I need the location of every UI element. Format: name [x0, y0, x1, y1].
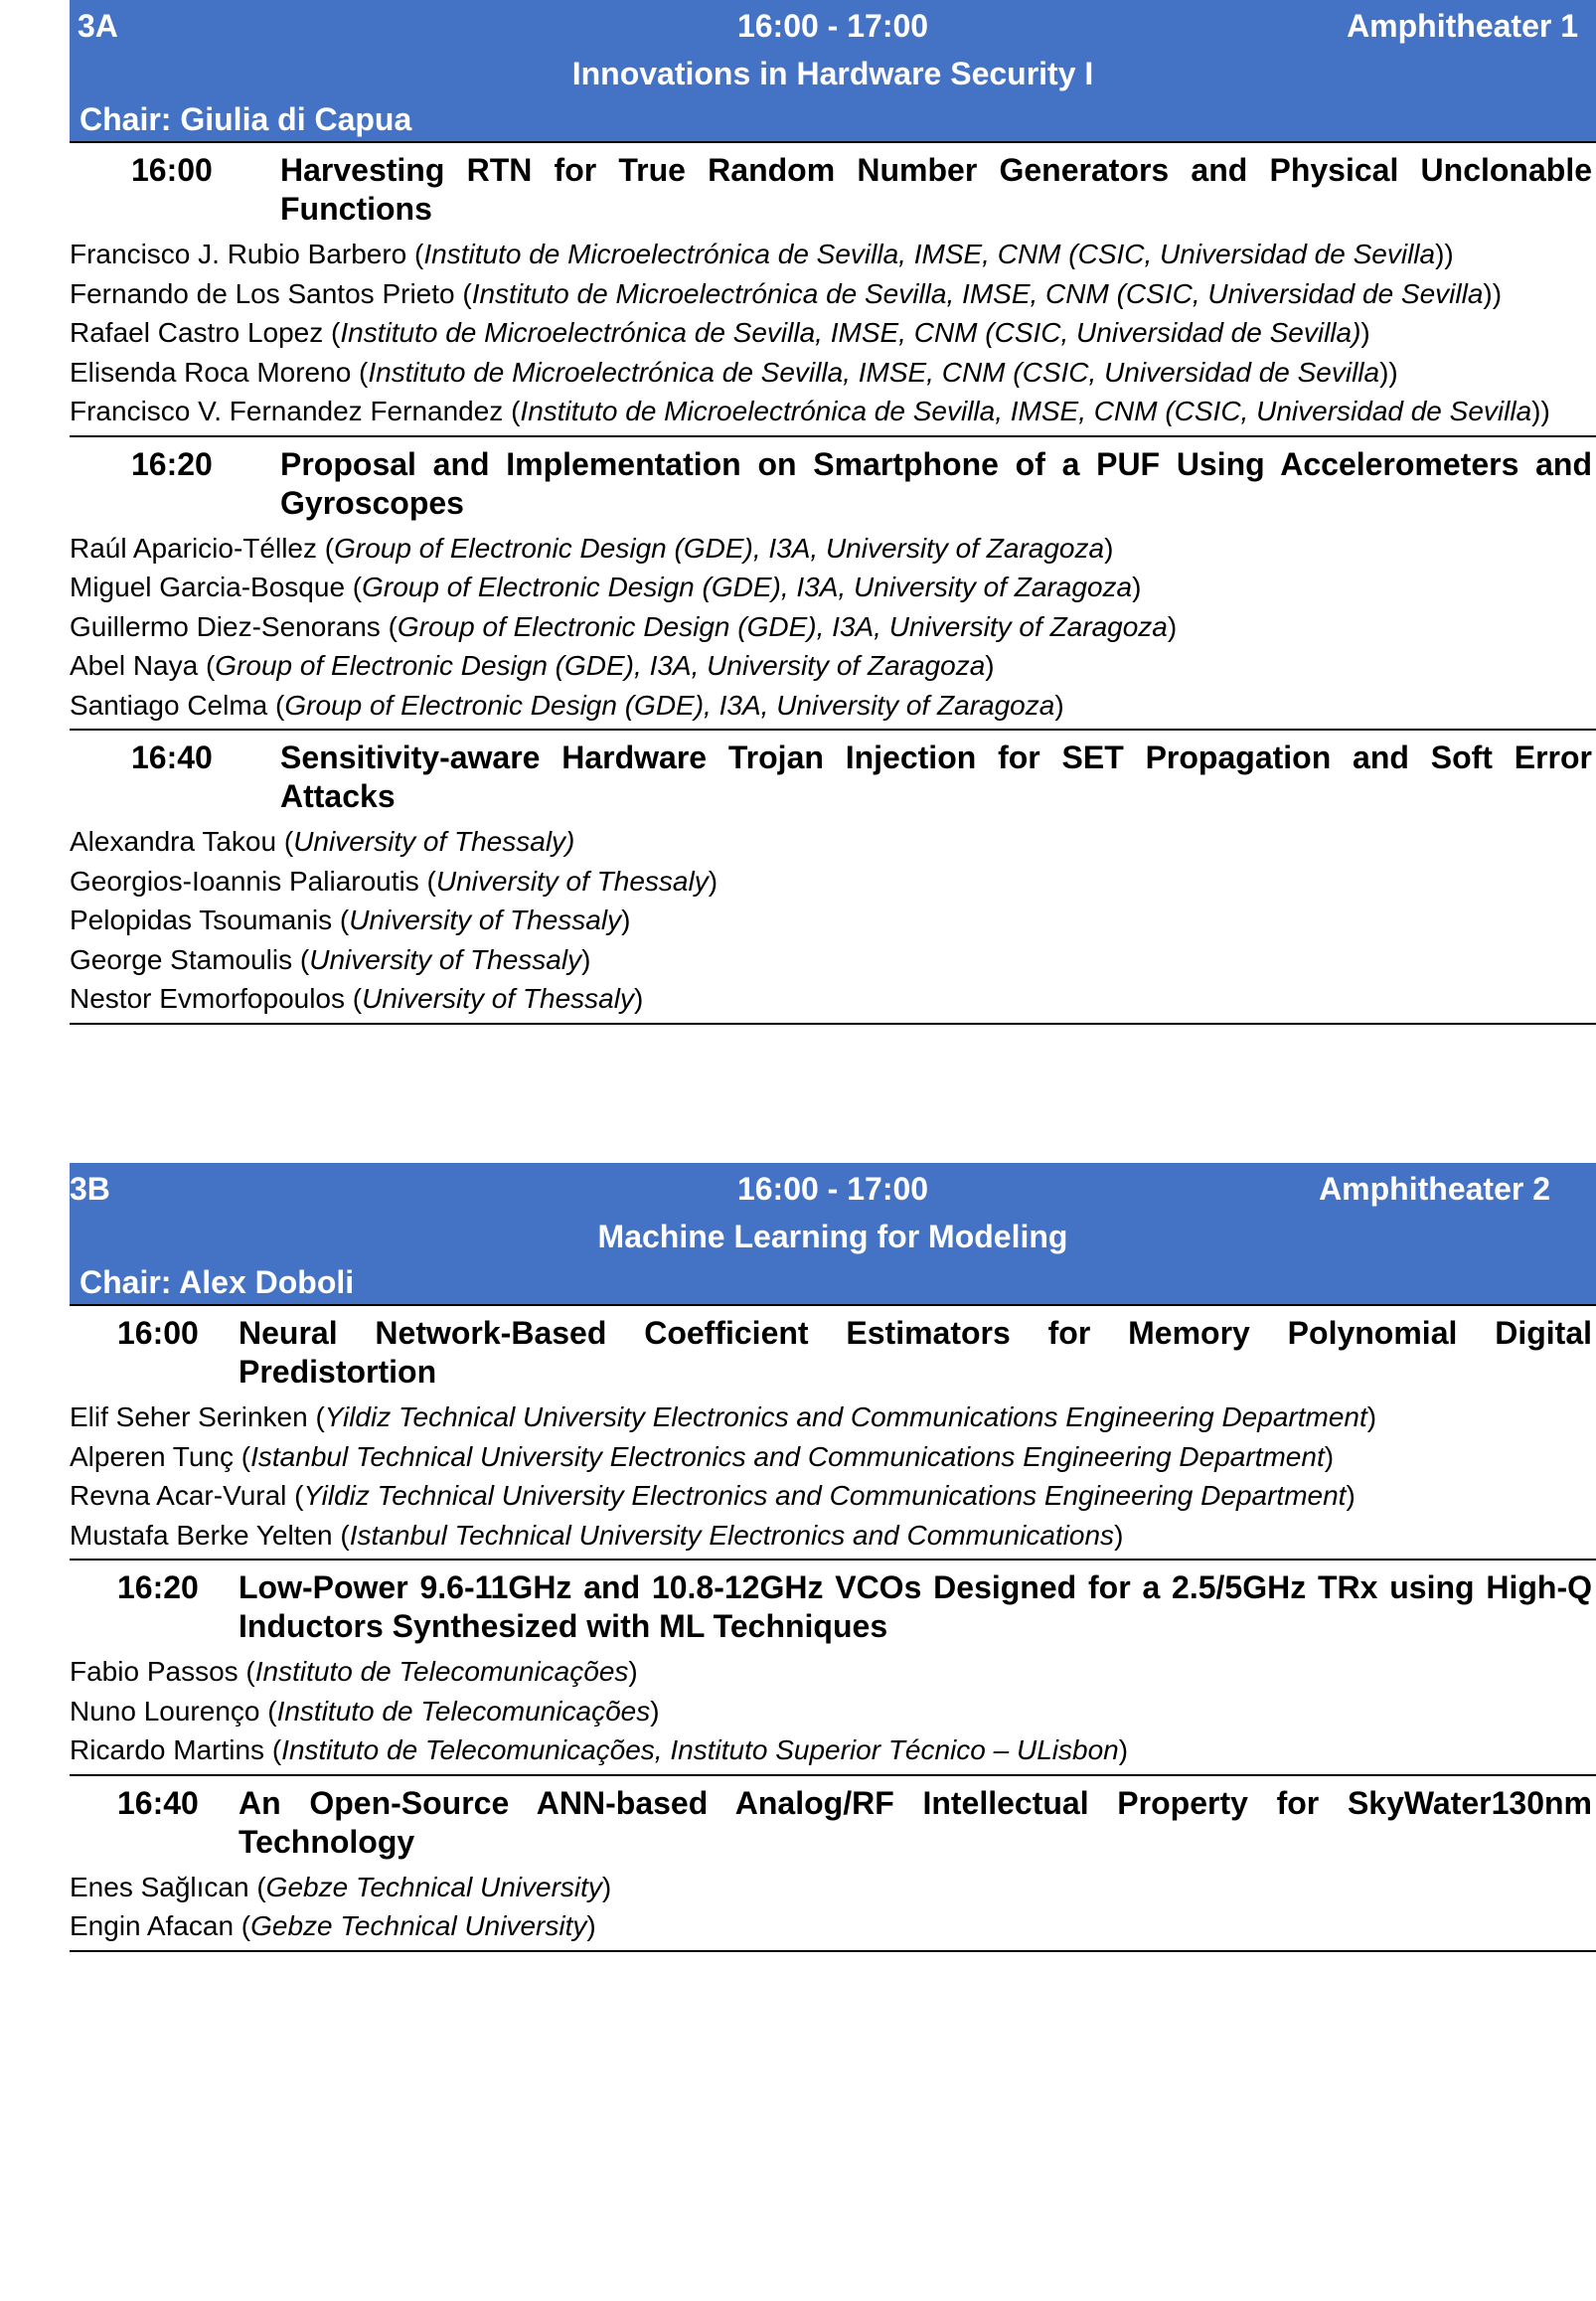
- author-close: ): [1054, 689, 1064, 721]
- author-close: ): [1366, 1401, 1377, 1432]
- author-line: [70, 1476, 1596, 1516]
- talk-time: 16:20: [131, 445, 213, 482]
- author-list: [70, 523, 1596, 730]
- author-affiliation: Group of Electronic Design (GDE), I3A, University of Zaragoza: [362, 572, 1133, 602]
- talk-title: Low-Power 9.6-11GHz and 10.8-12GHz VCOs Designed for a 2.5/5GHz TRx using High-Q Inductors Synthesized with ML Techniques: [239, 1569, 1592, 1644]
- author-line: [70, 901, 1596, 940]
- author-name: Raúl Aparicio-Téllez (: [70, 532, 335, 564]
- author-name: Nestor Evmorfopoulos (: [70, 983, 363, 1014]
- author-close: ): [586, 1910, 596, 1941]
- author-name: Revna Acar-Vural (: [70, 1480, 304, 1511]
- author-line: [70, 529, 1596, 569]
- author-close: ): [1104, 532, 1114, 564]
- author-line: [70, 979, 1596, 1019]
- author-name: Rafael Castro Lopez (: [70, 317, 341, 348]
- author-affiliation: University of Thessaly: [362, 983, 634, 1014]
- author-name: Enes Sağlıcan (: [70, 1871, 266, 1902]
- session-header: [70, 1163, 1596, 1306]
- author-affiliation: University of Thessaly): [293, 826, 575, 857]
- author-line: [70, 235, 1596, 274]
- session-header: [70, 0, 1596, 143]
- author-line: [70, 1516, 1596, 1556]
- author-affiliation: Istanbul Technical University Electronics and Communications: [349, 1519, 1115, 1551]
- author-affiliation: Instituto de Microelectrónica de Sevilla, IMSE, CNM (CSIC, Universidad de Sevilla): [340, 317, 1361, 348]
- author-affiliation: University of Thessaly: [349, 904, 622, 935]
- author-line: [70, 1730, 1596, 1770]
- author-line: [70, 822, 1596, 862]
- author-line: [70, 686, 1596, 726]
- talk-title: Proposal and Implementation on Smartphone of a PUF Using Accelerometers and Gyroscopes: [280, 445, 1592, 521]
- talk-time: 16:20: [117, 1569, 199, 1605]
- author-affiliation: University of Thessaly: [309, 943, 582, 975]
- author-line: [70, 274, 1596, 314]
- session-code: 3A: [78, 8, 118, 44]
- author-close: )): [1483, 277, 1503, 309]
- author-affiliation: Instituto de Microelectrónica de Sevilla, IMSE, CNM (CSIC, Universidad de Sevilla: [368, 356, 1380, 388]
- author-line: [70, 940, 1596, 980]
- talk-header: [70, 1306, 1596, 1392]
- author-name: Alperen Tunç (: [70, 1440, 251, 1472]
- author-affiliation: Instituto de Telecomunicações, Instituto Superior Técnico – ULisbon: [281, 1734, 1119, 1765]
- author-line: [70, 1397, 1596, 1437]
- author-close: ): [1118, 1734, 1129, 1765]
- talk-time: 16:40: [131, 740, 213, 775]
- author-line: [70, 1906, 1596, 1946]
- session-code: 3B: [70, 1171, 110, 1207]
- author-affiliation: Gebze Technical University: [265, 1871, 602, 1902]
- author-name: Fabio Passos (: [70, 1656, 255, 1687]
- session-time: 16:00 - 17:00: [736, 1171, 929, 1207]
- divider: [70, 1950, 1596, 1952]
- author-close: ): [633, 983, 644, 1014]
- talk-time: 16:00: [131, 152, 213, 188]
- author-name: Mustafa Berke Yelten (: [70, 1519, 350, 1551]
- talk-entry: [70, 437, 1596, 732]
- talk-entry: [70, 1776, 1596, 1952]
- talk-time: 16:00: [117, 1315, 199, 1351]
- session-title: Innovations in Hardware Security I: [571, 56, 1094, 91]
- author-affiliation: Yildiz Technical University Electronics and Communications Engineering Department: [303, 1480, 1347, 1511]
- author-close: ): [1324, 1440, 1335, 1472]
- talk-header: [70, 731, 1596, 816]
- author-close: ): [985, 650, 995, 681]
- author-affiliation: Group of Electronic Design (GDE), I3A, University of Zaragoza: [215, 650, 986, 681]
- author-close: ): [601, 1871, 612, 1902]
- author-close: )): [1379, 356, 1398, 388]
- author-affiliation: Instituto de Microelectrónica de Sevilla, IMSE, CNM (CSIC, Universidad de Sevilla: [471, 277, 1484, 309]
- author-line: [70, 392, 1596, 431]
- author-list: [70, 1392, 1596, 1559]
- session-chair: Chair: Alex Doboli: [70, 1260, 1596, 1306]
- session-chair: Chair: Giulia di Capua: [70, 97, 1596, 143]
- author-name: Fernando de Los Santos Prieto (: [70, 277, 472, 309]
- author-name: Engin Afacan (: [70, 1910, 251, 1941]
- talk-header: [70, 1561, 1596, 1646]
- talk-entry: [70, 1561, 1596, 1776]
- author-close: ): [621, 904, 631, 935]
- session-room: Amphitheater 2: [1319, 1171, 1550, 1207]
- author-list: [70, 1862, 1596, 1950]
- author-close: ): [1132, 572, 1142, 602]
- talk-header: [70, 143, 1596, 229]
- author-line: [70, 1437, 1596, 1477]
- author-close: ): [650, 1695, 660, 1726]
- author-name: Pelopidas Tsoumanis (: [70, 904, 350, 935]
- talk-entry: [70, 143, 1596, 437]
- talk-header: [70, 437, 1596, 523]
- session-room: Amphitheater 1: [1347, 8, 1578, 44]
- author-name: George Stamoulis (: [70, 943, 310, 975]
- author-close: ): [1360, 317, 1370, 348]
- author-close: ): [628, 1656, 638, 1687]
- author-close: ): [708, 865, 718, 897]
- author-list: [70, 1646, 1596, 1774]
- author-close: ): [1167, 610, 1178, 642]
- divider: [70, 1023, 1596, 1025]
- author-name: Elisenda Roca Moreno (: [70, 356, 369, 388]
- author-affiliation: Instituto de Telecomunicações: [254, 1656, 629, 1687]
- author-line: [70, 862, 1596, 902]
- author-affiliation: Instituto de Microelectrónica de Sevilla, IMSE, CNM (CSIC, Universidad de Sevilla: [423, 239, 1436, 269]
- author-affiliation: Gebze Technical University: [250, 1910, 587, 1941]
- author-line: [70, 568, 1596, 607]
- author-affiliation: Istanbul Technical University Electronics and Communications Engineering Department: [250, 1440, 1325, 1472]
- author-name: Francisco V. Fernandez Fernandez (: [70, 396, 521, 426]
- author-line: [70, 1868, 1596, 1907]
- author-close: )): [1531, 396, 1550, 426]
- author-affiliation: Group of Electronic Design (GDE), I3A, University of Zaragoza: [397, 610, 1168, 642]
- talk-entry: [70, 1306, 1596, 1561]
- author-name: Elif Seher Serinken (: [70, 1401, 325, 1432]
- talk-title: Sensitivity-aware Hardware Trojan Injection for SET Propagation and Soft Error Attacks: [280, 740, 1592, 814]
- talk-entry: [70, 731, 1596, 1025]
- author-line: [70, 1652, 1596, 1692]
- author-name: Ricardo Martins (: [70, 1734, 282, 1765]
- author-close: ): [581, 943, 591, 975]
- author-affiliation: Instituto de Telecomunicações: [276, 1695, 651, 1726]
- author-name: Guillermo Diez-Senorans (: [70, 610, 398, 642]
- author-line: [70, 607, 1596, 647]
- talk-time: 16:40: [117, 1784, 199, 1821]
- author-close: ): [1114, 1519, 1124, 1551]
- author-name: Abel Naya (: [70, 650, 216, 681]
- author-name: Santiago Celma (: [70, 689, 285, 721]
- author-affiliation: Yildiz Technical University Electronics and Communications Engineering Department: [324, 1401, 1367, 1432]
- author-line: [70, 313, 1596, 353]
- author-line: [70, 1692, 1596, 1731]
- author-line: [70, 646, 1596, 686]
- session-3b: [70, 1163, 1596, 1952]
- session-3a: [70, 0, 1596, 1025]
- talk-header: [70, 1776, 1596, 1862]
- author-name: Georgios-Ioannis Paliaroutis (: [70, 865, 436, 897]
- author-name: Alexandra Takou (: [70, 826, 294, 857]
- talk-title: An Open-Source ANN-based Analog/RF Intellectual Property for SkyWater130nm Technology: [239, 1784, 1592, 1860]
- author-line: [70, 353, 1596, 393]
- author-close: )): [1435, 239, 1454, 269]
- session-time: 16:00 - 17:00: [736, 8, 929, 44]
- talk-title: Harvesting RTN for True Random Number Generators and Physical Unclonable Functions: [280, 152, 1592, 227]
- author-list: [70, 816, 1596, 1023]
- author-affiliation: University of Thessaly: [435, 865, 709, 897]
- author-list: [70, 229, 1596, 435]
- author-affiliation: Group of Electronic Design (GDE), I3A, University of Zaragoza: [334, 532, 1105, 564]
- author-affiliation: Instituto de Microelectrónica de Sevilla, IMSE, CNM (CSIC, Universidad de Sevilla: [520, 396, 1532, 426]
- author-name: Miguel Garcia-Bosque (: [70, 572, 363, 602]
- author-close: ): [1346, 1480, 1356, 1511]
- author-name: Francisco J. Rubio Barbero (: [70, 239, 424, 269]
- author-affiliation: Group of Electronic Design (GDE), I3A, University of Zaragoza: [284, 689, 1055, 721]
- session-title: Machine Learning for Modeling: [597, 1219, 1068, 1254]
- author-name: Nuno Lourenço (: [70, 1695, 277, 1726]
- talk-title: Neural Network-Based Coefficient Estimators for Memory Polynomial Digital Predistortion: [239, 1315, 1592, 1390]
